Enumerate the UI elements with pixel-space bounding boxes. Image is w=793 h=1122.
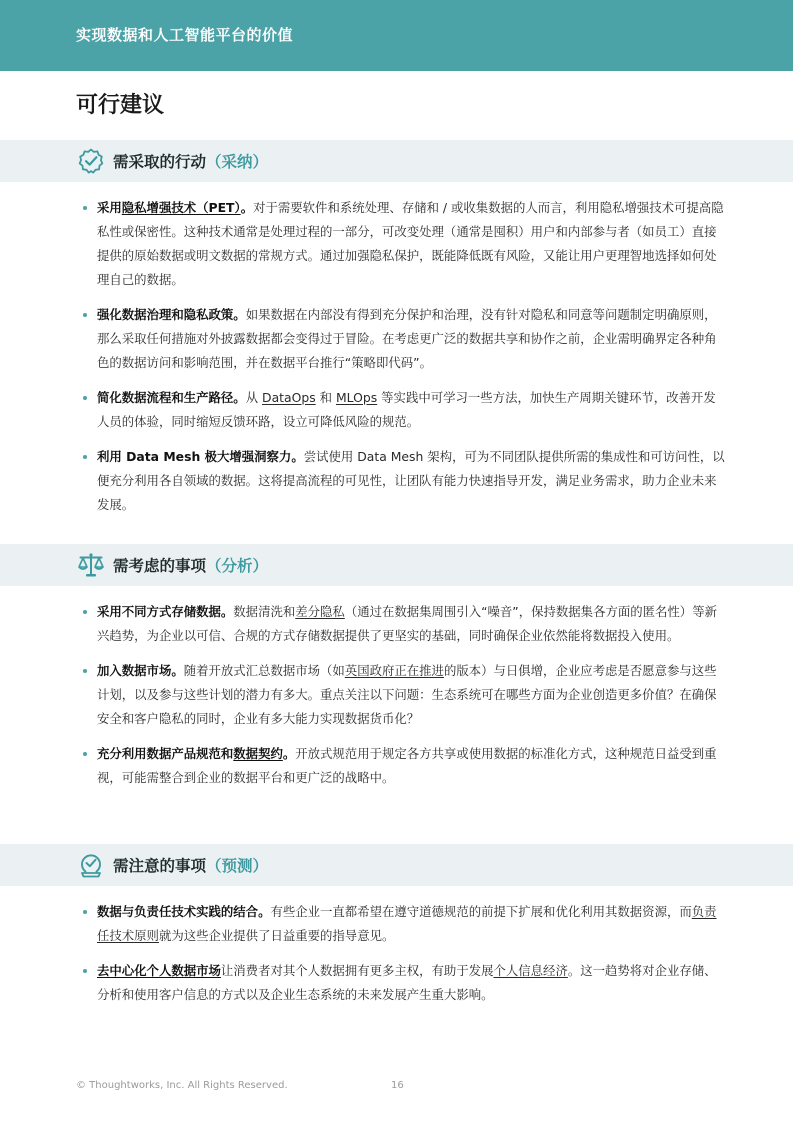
page-number: 16 (391, 1080, 404, 1091)
balance-scale-icon (77, 551, 105, 579)
item-lead-end: 。 (240, 200, 254, 215)
item-text: 和 (315, 390, 336, 405)
differential-privacy-link[interactable]: 差分隐私 (295, 604, 345, 619)
section-title-analyze (113, 554, 268, 576)
section-title-text: 需注意的事项 (113, 856, 207, 875)
item-body: 如果数据在内部没有得到充分保护和治理，没有针对隐私和同意等问题制定明确原则，那么采取任何措施对外披露数据都会变得过于冒险。在考虑更广泛的数据共享和协作之前，企业需明确界定各种角色的数据访问和影响范围，并在数据平台推行“策略即代码”。 (97, 307, 717, 370)
section-title-tag: （采纳） (206, 152, 269, 171)
list-item (76, 742, 728, 790)
section-title-adopt (113, 150, 268, 172)
item-lead: 采用 (97, 200, 122, 215)
list-item (76, 600, 728, 648)
list-item (76, 196, 728, 292)
item-text: 有些企业一直都希望在遵守道德规范的前提下扩展和优化利用其数据资源，而 (270, 904, 692, 919)
item-lead: 利用 Data Mesh 极大增强洞察力。 (97, 449, 304, 464)
dataops-link[interactable]: DataOps (262, 390, 316, 405)
list-item (76, 659, 728, 731)
header-title: 实现数据和人工智能平台的价值 (76, 26, 294, 44)
page-title: 可行建议 (76, 92, 165, 118)
anticipate-list (76, 900, 728, 1018)
uk-government-link[interactable]: 英国政府正在推进 (344, 663, 444, 678)
personal-info-economy-link[interactable]: 个人信息经济 (493, 963, 568, 978)
mlops-link[interactable]: MLOps (335, 390, 378, 405)
header-bar (0, 0, 793, 71)
section-header-adopt (0, 140, 793, 182)
list-item (76, 900, 728, 948)
item-body: 对于需要软件和系统处理、存储和 / 或收集数据的人而言，利用隐私增强技术可提高隐私性或保密性。这种技术通常是处理过程的一部分，可改变处理（通常是囤积）用户和内部参与者（如员工）直接提供的原始数据或明文数据的常规方式。通过加强隐私保护，既能降低既有风险，又能让用户更理智地选择如何处理自己的数据。 (97, 200, 724, 287)
section-header-analyze (0, 544, 793, 586)
section-title-tag: （预测） (206, 856, 269, 875)
check-badge-icon (77, 147, 105, 175)
analyze-list (76, 600, 728, 801)
list-item (76, 386, 728, 434)
item-body: 开放式规范用于规定各方共享或使用数据的标准化方式，这种规范日益受到重视，可能需整合到企业的数据平台和更广泛的战略中。 (97, 746, 717, 785)
crystal-ball-icon (77, 851, 105, 879)
list-item (76, 303, 728, 375)
item-body: 就为这些企业提供了日益重要的指导意见。 (158, 928, 395, 943)
item-body: 。这一趋势将对企业存储、分析和使用客户信息的方式以及企业生态系统的未来发展产生重大影响。 (97, 963, 717, 1002)
section-header-anticipate (0, 844, 793, 886)
section-title-text: 需考虑的事项 (113, 556, 207, 575)
item-lead: 数据与负责任技术实践的结合。 (97, 904, 271, 919)
personal-data-market-link[interactable]: 去中心化个人数据市场 (97, 963, 221, 978)
item-lead: 充分利用数据产品规范和 (97, 746, 234, 761)
item-body: 等实践中可学习一些方法，加快生产周期关键环节，改善开发人员的体验，同时缩短反馈环路，设立可降低风险的规范。 (97, 390, 716, 429)
section-title-anticipate (113, 854, 268, 876)
list-item (76, 959, 728, 1007)
item-text: 数据清洗和 (233, 604, 296, 619)
responsible-tech-link[interactable]: 负责任技术原则 (97, 904, 717, 943)
adopt-list (76, 196, 728, 528)
list-item (76, 445, 728, 517)
item-lead: 采用不同方式存储数据。 (97, 604, 234, 619)
item-text: 从 (245, 390, 263, 405)
item-body: 的版本）与日俱增，企业应考虑是否愿意参与这些计划，以及参与这些计划的潜力有多大。重点关注以下问题：生态系统可在哪些方面为企业创造更多价值？在确保安全和客户隐私的同时，企业有多大能力实现数据货币化？ (97, 663, 717, 726)
pet-link[interactable]: 隐私增强技术（PET） (121, 200, 241, 215)
section-title-tag: （分析） (206, 556, 269, 575)
section-title-text: 需采取的行动 (113, 152, 207, 171)
item-lead: 加入数据市场。 (97, 663, 184, 678)
item-body: （通过在数据集周围引入“噪音”，保持数据集各方面的匿名性）等新兴趋势，为企业以可信、合规的方式存储数据提供了更坚实的基础，同时确保企业依然能将数据投入使用。 (97, 604, 717, 643)
footer-copyright: © Thoughtworks, Inc. All Rights Reserved. (76, 1080, 288, 1091)
item-body: 尝试使用 Data Mesh 架构，可为不同团队提供所需的集成性和可访问性，以便充分利用各自领域的数据。这将提高流程的可见性，让团队有能力快速指导开发，满足业务需求，助力企业未来发展。 (97, 449, 725, 512)
data-contract-link[interactable]: 数据契约 (233, 746, 283, 761)
item-lead: 简化数据流程和生产路径。 (97, 390, 246, 405)
item-lead: 强化数据治理和隐私政策。 (97, 307, 246, 322)
item-text: 让消费者对其个人数据拥有更多主权，有助于发展 (220, 963, 494, 978)
item-lead-end: 。 (282, 746, 296, 761)
item-text: 随着开放式汇总数据市场（如 (183, 663, 345, 678)
